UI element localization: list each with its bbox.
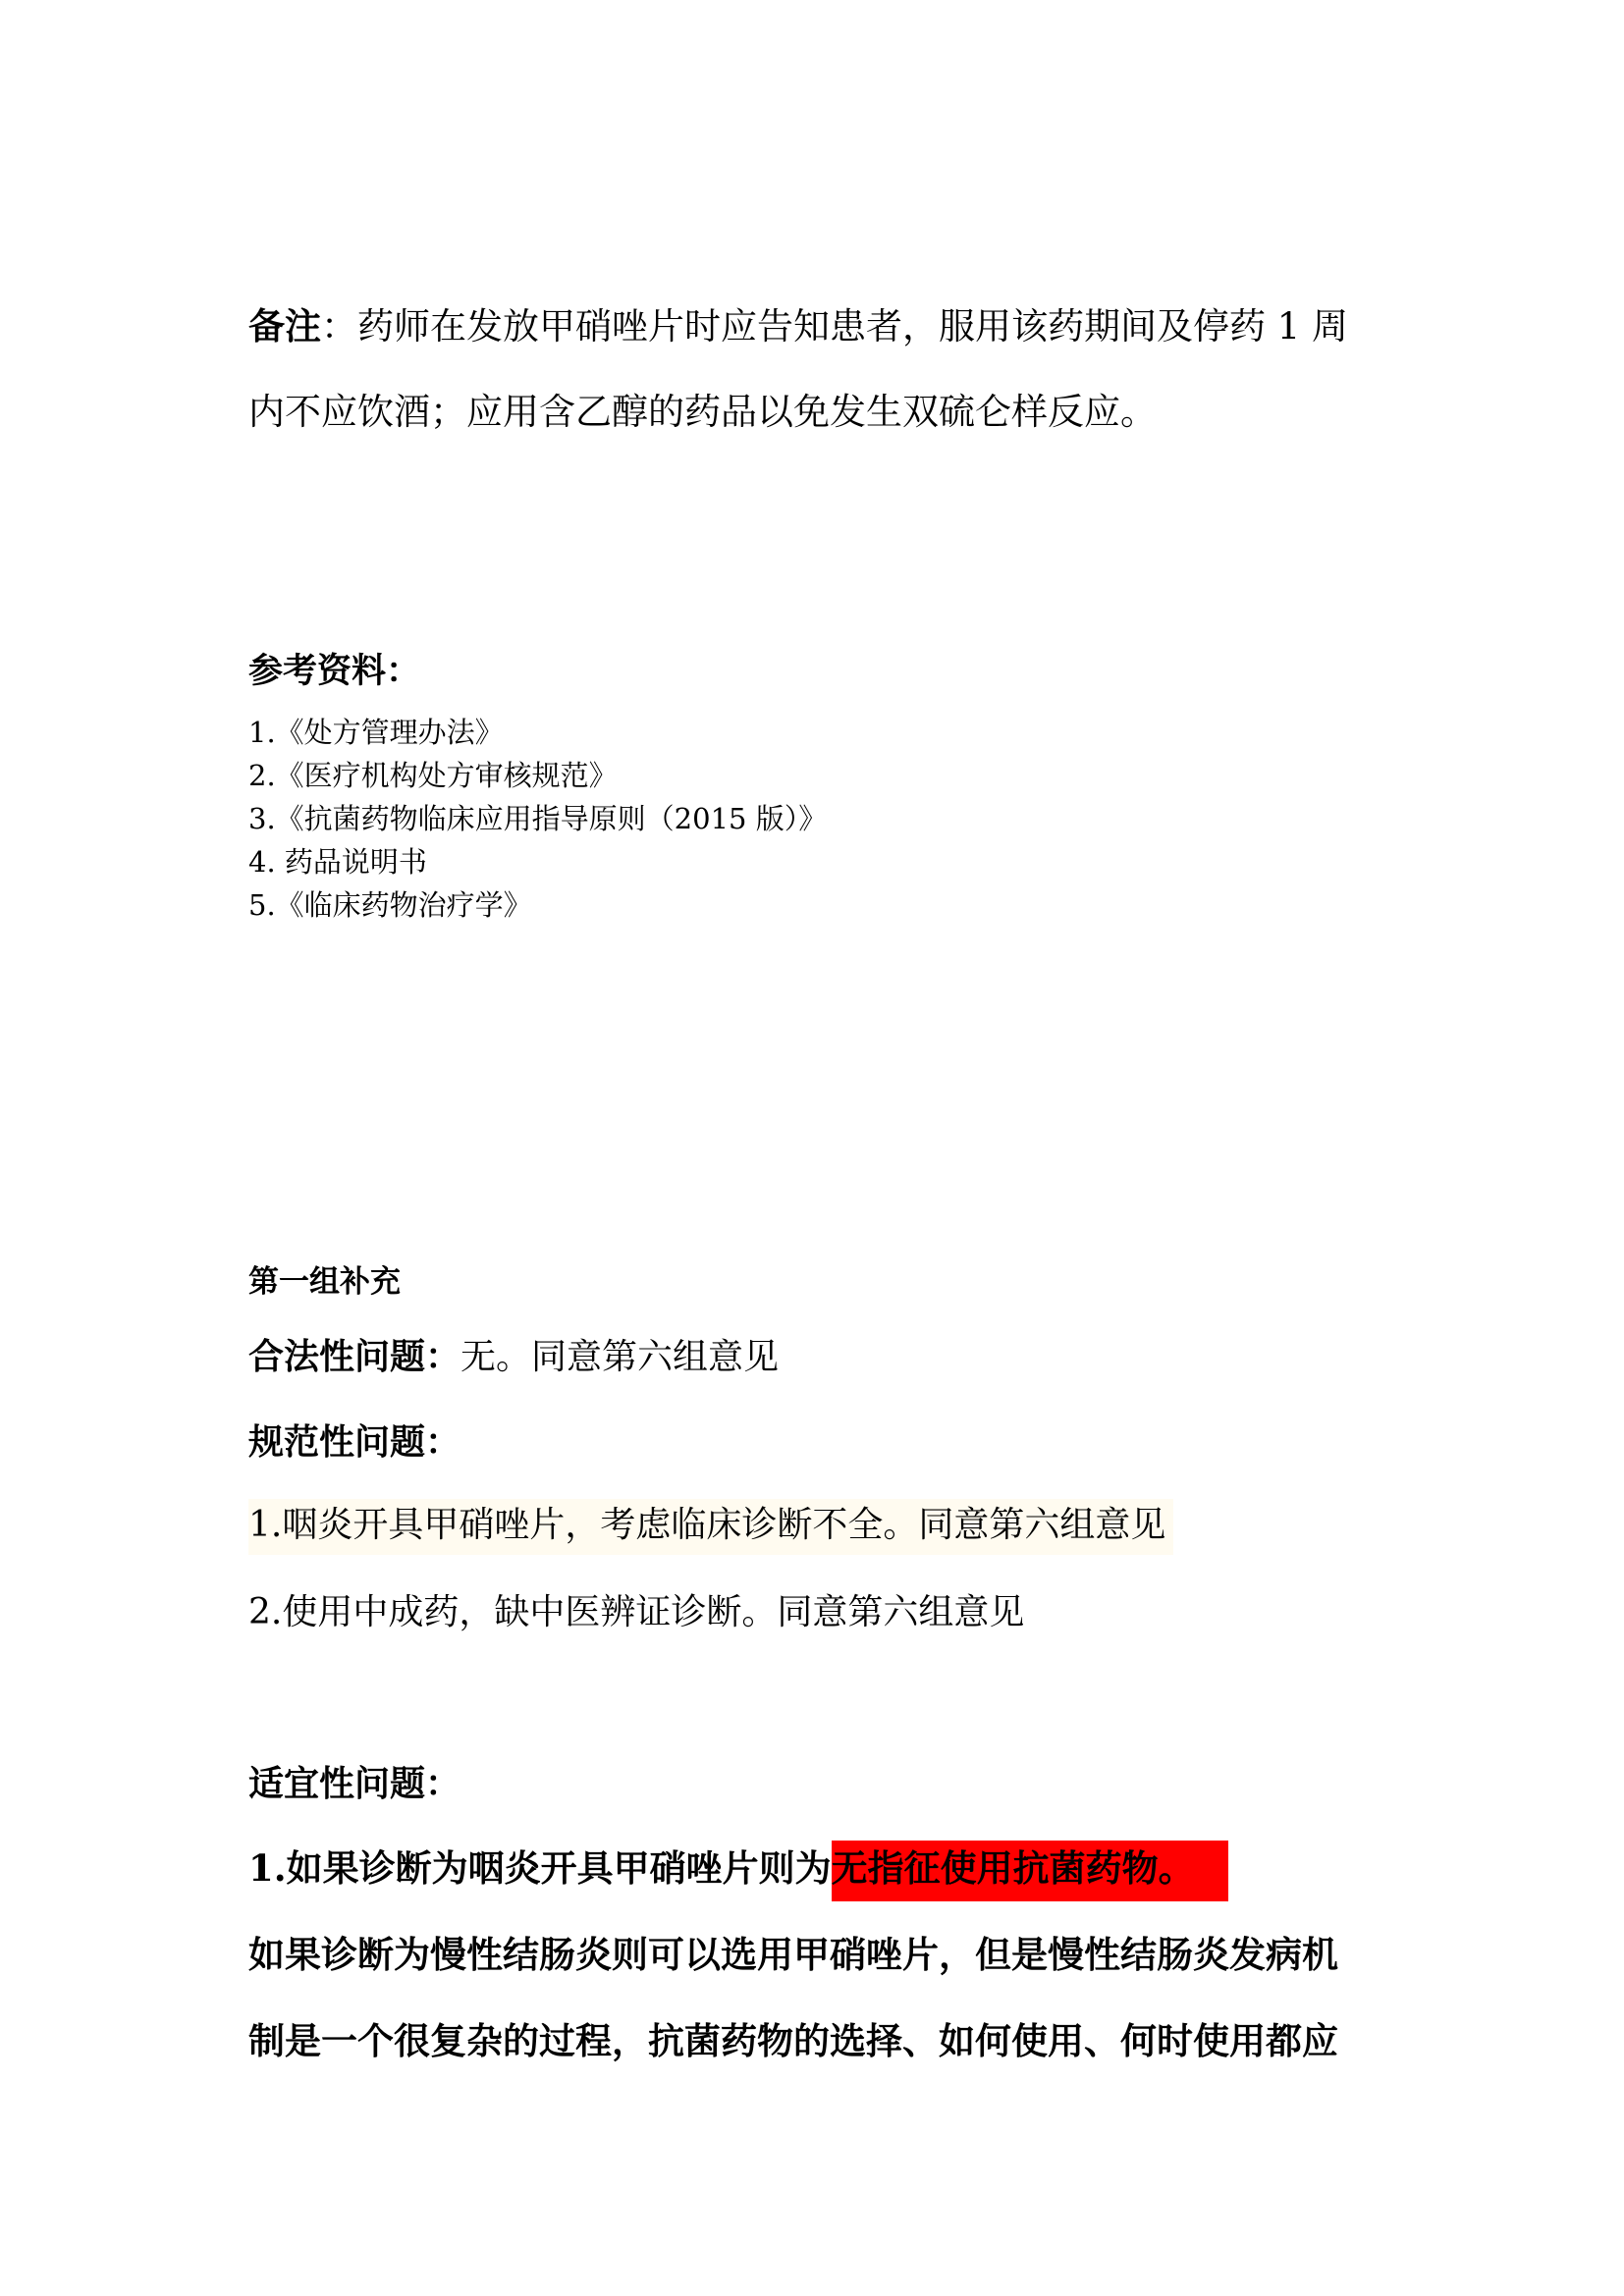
legality-line: [248, 1336, 780, 1377]
highlighted-text: 无指征使用抗菌药物。: [832, 1841, 1228, 1901]
references-heading: 参考资料：: [248, 651, 421, 691]
suitability-item-1: [248, 1846, 1228, 1890]
note-label: 备注: [248, 304, 321, 347]
reference-item: 3.《抗菌药物临床应用指导原则（2015 版）》: [248, 802, 828, 835]
note-text: ：药师在发放甲硝唑片时应告知患者，服用该药期间及停药 1 周: [321, 305, 1349, 347]
group-title: 第一组补充: [248, 1264, 401, 1300]
suitability-heading: 适宜性问题：: [248, 1763, 461, 1804]
standard-item-1: [248, 1505, 1173, 1545]
note-line-1: [248, 304, 1349, 347]
suitability-para-line-1: 如果诊断为慢性结肠炎则可以选用甲硝唑片，但是慢性结肠炎发病机: [248, 1933, 1338, 1976]
standard-heading: 规范性问题：: [248, 1421, 461, 1463]
standard-item-2: 2.使用中成药，缺中医辨证诊断。同意第六组意见: [248, 1592, 1025, 1632]
reference-item: 2.《医疗机构处方审核规范》: [248, 759, 618, 792]
reference-item: 4. 药品说明书: [248, 845, 427, 879]
reference-item: 1.《处方管理办法》: [248, 716, 504, 749]
legality-label: 合法性问题：: [248, 1336, 461, 1377]
reference-item: 5.《临床药物治疗学》: [248, 888, 532, 922]
standard-item-text: 1.咽炎开具甲硝唑片，考虑临床诊断不全。同意第六组意见: [248, 1499, 1173, 1555]
suitability-para-line-2: 制是一个很复杂的过程，抗菌药物的选择、如何使用、何时使用都应: [248, 2019, 1338, 2062]
legality-text: 无。同意第六组意见: [460, 1337, 780, 1377]
note-line-2: 内不应饮酒；应用含乙醇的药品以免发生双硫仑样反应。: [248, 391, 1157, 433]
suitability-item-1-prefix: 1.如果诊断为咽炎开具甲硝唑片则为: [248, 1846, 832, 1890]
